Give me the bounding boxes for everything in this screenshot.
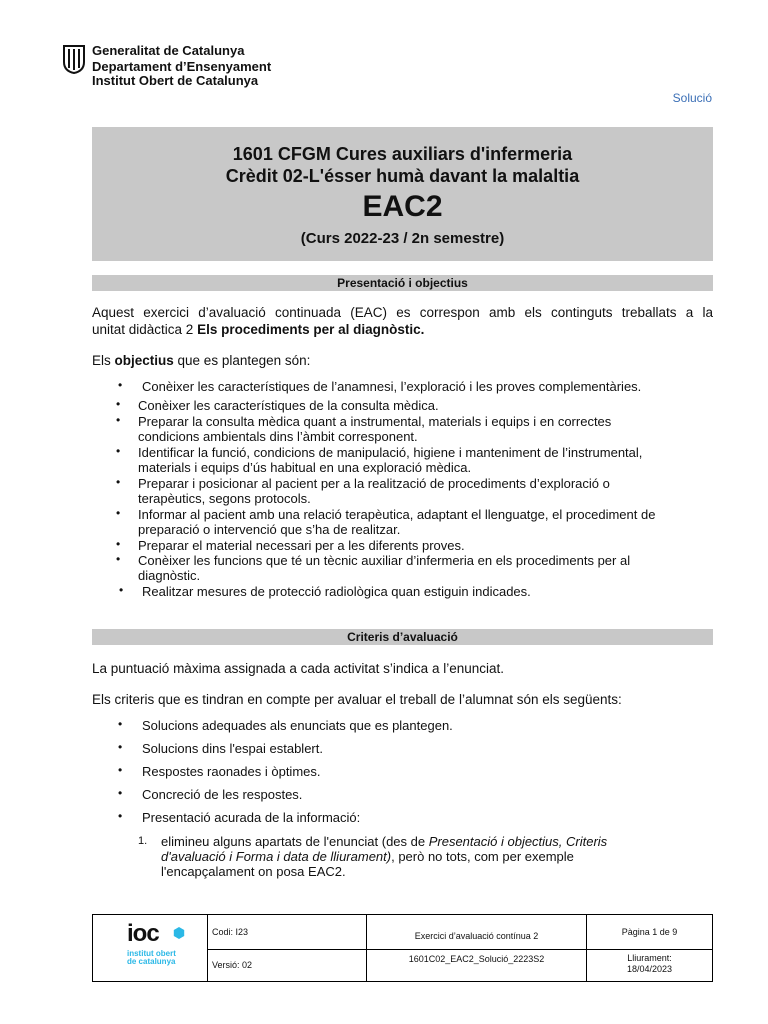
list-item: Conèixer les característiques de la consulta mèdica. bbox=[138, 398, 439, 413]
footer-delivery-label: Lliurament: bbox=[627, 953, 672, 963]
sub-item-number: 1. bbox=[138, 835, 148, 847]
footer-page: Pàgina 1 de 9 bbox=[621, 927, 678, 937]
sub-item-line-3: l'encapçalament on posa EAC2. bbox=[161, 864, 346, 879]
bullet-icon: • bbox=[118, 786, 123, 800]
bullet-icon: • bbox=[116, 552, 121, 566]
course-title: 1601 CFGM Cures auxiliars d'infermeria bbox=[232, 144, 573, 164]
list-item: Realitzar mesures de protecció radiològica quan estiguin indicades. bbox=[142, 584, 531, 599]
footer-filename: 1601C02_EAC2_Solució_2223S2 bbox=[408, 954, 545, 964]
list-item: Solucions dins l'espai establert. bbox=[142, 741, 323, 756]
list-item: Presentació acurada de la informació: bbox=[142, 810, 361, 825]
list-item: condicions ambientals dins l’àmbit corresponent. bbox=[138, 429, 418, 444]
credit-title: Crèdit 02-L'ésser humà davant la malaltia bbox=[225, 166, 580, 186]
unit-title: Els procediments per al diagnòstic. bbox=[197, 322, 425, 337]
list-item: Solucions adequades als enunciats que es plantegen. bbox=[142, 718, 453, 733]
objectives-intro: Els objectius que es plantegen són: bbox=[92, 353, 311, 368]
sub-item-line-2: d'avaluació i Forma i data de lliurament), però no tots, com per exemple bbox=[161, 849, 574, 864]
section-heading-presentacio: Presentació i objectius bbox=[92, 275, 713, 291]
footer-code: Codi: I23 bbox=[212, 927, 249, 937]
solution-label: Solució bbox=[672, 91, 712, 105]
intro-line-2: unitat didàctica 2 Els procediments per al diagnòstic. bbox=[92, 322, 425, 337]
footer-table bbox=[92, 914, 713, 982]
bullet-icon: • bbox=[116, 444, 121, 458]
criteria-intro-2: Els criteris que es tindran en compte per avaluar el treball de l’alumnat són els següents: bbox=[92, 692, 622, 707]
bullet-icon: • bbox=[118, 378, 123, 392]
bullet-icon: • bbox=[119, 583, 124, 597]
list-item: Preparar i posicionar al pacient per a la realització de procediments d’exploració o bbox=[138, 476, 610, 491]
bullet-icon: • bbox=[116, 537, 121, 551]
hexagon-icon bbox=[173, 927, 185, 939]
bullet-icon: • bbox=[118, 740, 123, 754]
list-item: preparació o intervenció que s’ha de realitzar. bbox=[138, 522, 401, 537]
ioc-logo-text: ioc bbox=[127, 920, 159, 947]
title-box bbox=[92, 127, 713, 261]
eac-title: EAC2 bbox=[362, 190, 443, 223]
list-item: Identificar la funció, condicions de manipulació, higiene i manteniment de l’instrumental, bbox=[138, 445, 643, 460]
bullet-icon: • bbox=[118, 717, 123, 731]
footer-version: Versió: 02 bbox=[212, 960, 253, 970]
list-item: Concreció de les respostes. bbox=[142, 787, 303, 802]
org-line-3: Institut Obert de Catalunya bbox=[92, 73, 259, 88]
list-item: terapèutics, segons protocols. bbox=[138, 491, 311, 506]
ioc-logo-subtitle-2: de catalunya bbox=[127, 957, 176, 966]
bullet-icon: • bbox=[118, 763, 123, 777]
organization-header bbox=[92, 43, 271, 89]
course-year: (Curs 2022-23 / 2n semestre) bbox=[300, 230, 505, 247]
list-item: Conèixer les funcions que té un tècnic auxiliar d’infermeria en els procediments per al bbox=[138, 553, 631, 568]
list-item: materials i equips d’ús habitual en una exploració mèdica. bbox=[138, 460, 472, 475]
list-item: Respostes raonades i òptimes. bbox=[142, 764, 321, 779]
list-item: diagnòstic. bbox=[138, 568, 201, 583]
list-item: Preparar el material necessari per a les diferents proves. bbox=[138, 538, 465, 553]
ioc-logo-subtitle-1: institut obert bbox=[127, 949, 176, 958]
bullet-icon: • bbox=[118, 809, 123, 823]
section-heading-criteris: Criteris d’avaluació bbox=[92, 629, 713, 645]
bullet-icon: • bbox=[116, 506, 121, 520]
org-line-2: Departament d’Ensenyament bbox=[92, 59, 272, 74]
generalitat-logo-icon bbox=[62, 44, 86, 74]
sub-item-line-1: elimineu alguns apartats de l'enunciat (des de Presentació i objectius, Criteris bbox=[161, 834, 608, 849]
footer-exercise: Exercici d’avaluació contínua 2 bbox=[414, 931, 539, 941]
footer-delivery-date: 18/04/2023 bbox=[626, 964, 673, 974]
list-item: Conèixer les característiques de l’anamnesi, l’exploració i les proves complementàries. bbox=[142, 379, 642, 394]
bullet-icon: • bbox=[116, 397, 121, 411]
list-item: Preparar la consulta mèdica quant a instrumental, materials i equips i en correctes bbox=[138, 414, 612, 429]
intro-line-1: Aquest exercici d’avaluació continuada (EAC) es correspon amb els continguts treballats a la bbox=[92, 305, 713, 320]
criteria-intro-1: La puntuació màxima assignada a cada activitat s’indica a l’enunciat. bbox=[92, 661, 504, 676]
list-item: Informar al pacient amb una relació terapèutica, adaptant el llenguatge, el procediment de bbox=[138, 507, 656, 522]
bullet-icon: • bbox=[116, 413, 121, 427]
org-line-1: Generalitat de Catalunya bbox=[92, 43, 245, 58]
bullet-icon: • bbox=[116, 475, 121, 489]
